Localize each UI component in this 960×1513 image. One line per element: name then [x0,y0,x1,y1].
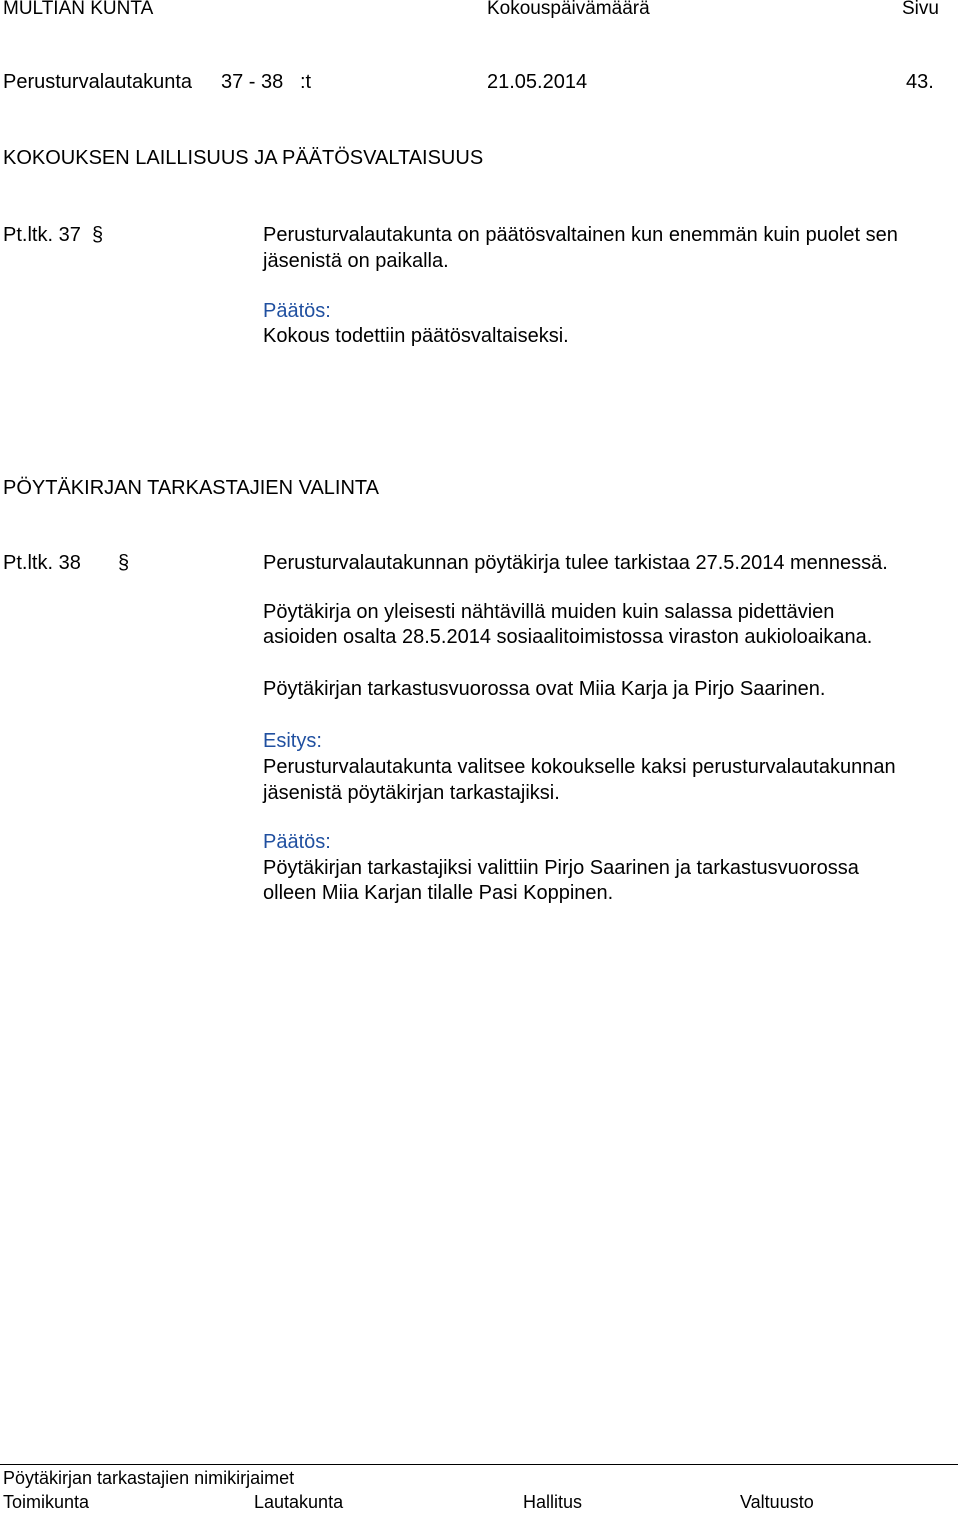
footer-col-lautakunta: Lautakunta [254,1492,344,1512]
item-38-rotation-line-1: Pöytäkirjan tarkastusvuorossa ovat Miia Karja ja Pirjo Saarinen. [263,678,826,700]
item-38-notice-line-2: asioiden osalta 28.5.2014 sosiaalitoimistossa viraston aukioloaikana. [263,626,873,648]
item-38-proposal-label: Esitys: [263,730,322,752]
item-38-proposal-line-2: jäsenistä pöytäkirjan tarkastajiksi. [263,782,560,804]
item-38-decision-line-2: olleen Miia Karjan tilalle Pasi Koppinen. [263,882,614,904]
item-38-proposal-line-1: Perusturvalautakunta valitsee kokoukselle kaksi perusturvalautakunnan [263,756,896,778]
item-37-decision-line-1: Kokous todettiin päätösvaltaiseksi. [263,325,569,347]
organization-name: MULTIAN KUNTA [3,0,154,19]
footer-col-hallitus: Hallitus [523,1492,583,1512]
item-37-intro-line-1: Perusturvalautakunta on päätösvaltainen kun enemmän kuin puolet sen [263,224,898,246]
item-37-ref: Pt.ltk. 37 [3,224,81,246]
footer-col-valtuusto: Valtuusto [740,1492,814,1512]
item-38-heading: PÖYTÄKIRJAN TARKASTAJIEN VALINTA [3,477,380,499]
footer-col-toimikunta: Toimikunta [3,1492,90,1512]
item-38-decision-label: Päätös: [263,831,331,853]
item-38-ref: Pt.ltk. 38 [3,552,81,574]
section-range: 37 - 38 [221,71,284,93]
section-sign-icon: § [118,552,130,574]
section-sign-icon: § [92,224,104,246]
item-37-decision-label: Päätös: [263,300,331,322]
item-38-intro-line-1: Perusturvalautakunnan pöytäkirja tulee tarkistaa 27.5.2014 mennessä. [263,552,888,574]
section-range-suffix: :t [300,71,312,93]
item-38-decision-line-1: Pöytäkirjan tarkastajiksi valittiin Pirjo Saarinen ja tarkastusvuorossa [263,857,859,879]
footer-divider [0,1464,958,1465]
item-37-heading: KOKOUKSEN LAILLISUUS JA PÄÄTÖSVALTAISUUS [3,147,484,169]
footer-title: Pöytäkirjan tarkastajien nimikirjaimet [3,1468,295,1488]
body-name: Perusturvalautakunta [3,71,193,93]
page-label: Sivu [902,0,939,19]
meeting-date: 21.05.2014 [487,71,588,93]
item-38-notice-line-1: Pöytäkirja on yleisesti nähtävillä muiden kuin salassa pidettävien [263,601,835,623]
meeting-date-label: Kokouspäivämäärä [487,0,650,19]
item-37-intro-line-2: jäsenistä on paikalla. [263,250,449,272]
page-number: 43. [906,71,934,93]
